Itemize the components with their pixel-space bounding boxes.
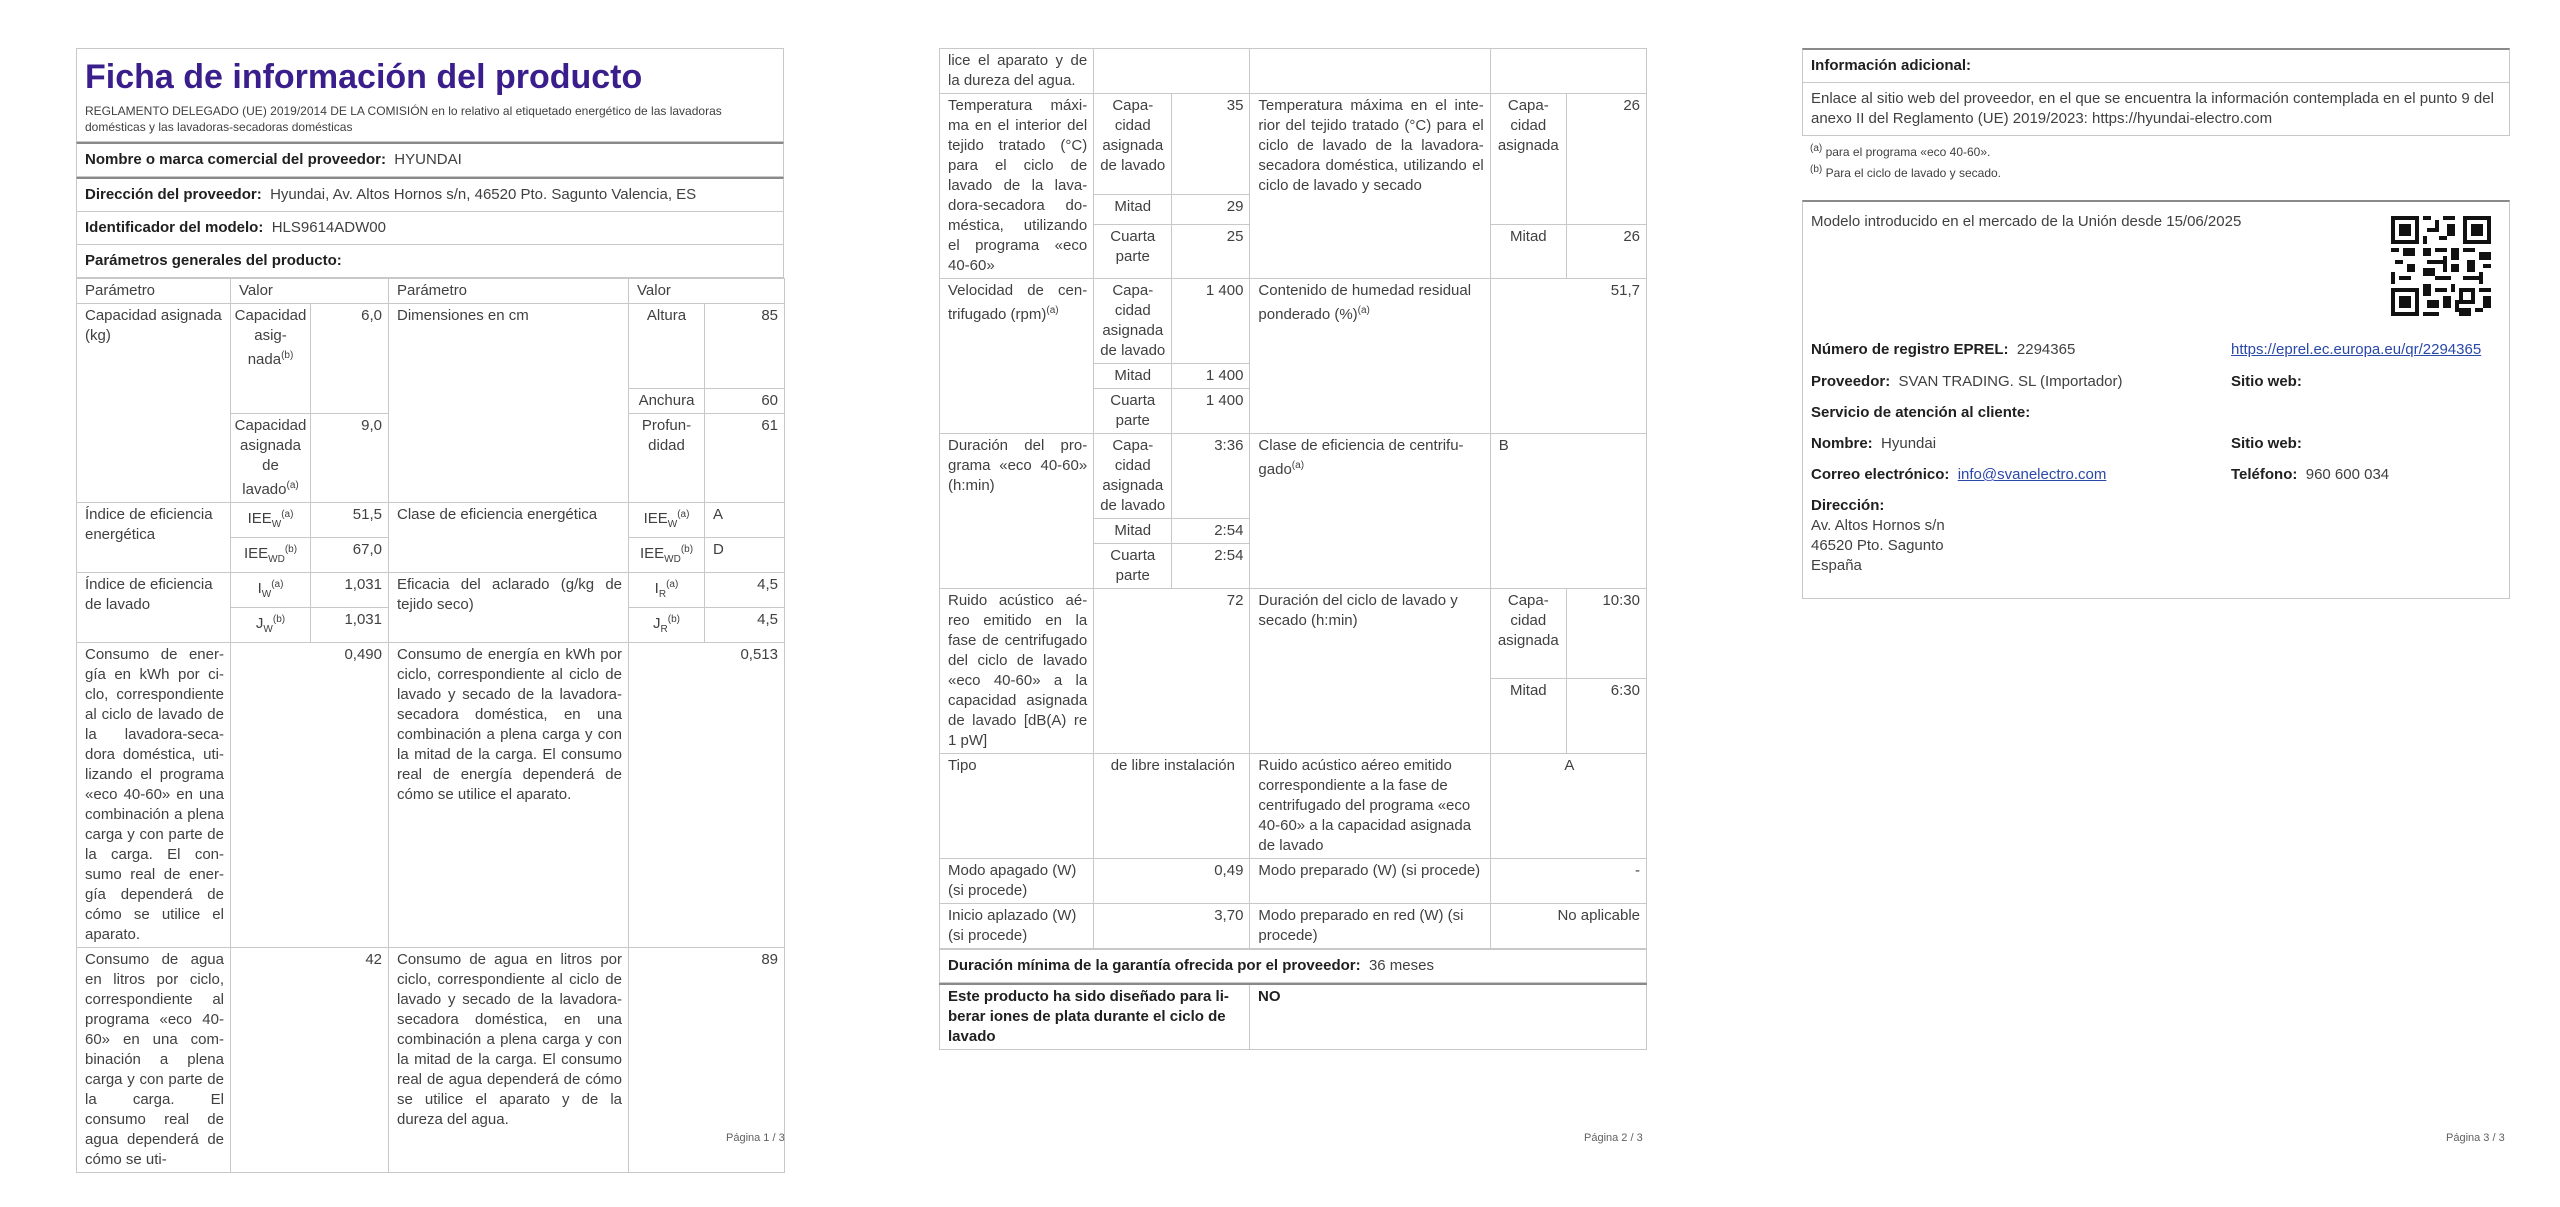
- duration-half-value: 2:54: [1172, 519, 1250, 544]
- page-number-3: Página 3 / 3: [2446, 1132, 2505, 1144]
- spin-label: Velocidad de centrifugado (rpm)$^{(a)}$: [940, 279, 1094, 434]
- email-row: Correo electrónico: info@svanelectro.com Teléfono: 960 600 034: [1811, 466, 2390, 483]
- temp-row: [940, 94, 1647, 195]
- rinse-label: Eficacia del aclarado (g/kg de tejido seco): [389, 573, 629, 643]
- duration-quarter-value: 2:54: [1172, 544, 1250, 589]
- width-value: 60: [705, 389, 785, 414]
- warranty-value: 36 meses: [1368, 957, 1434, 974]
- page-title: Ficha de información del producto: [85, 58, 643, 96]
- address-line-3: España: [1811, 557, 1862, 574]
- energy-row: [77, 643, 785, 948]
- warranty-row: Duración mínima de la garantía ofrecida por el proveedor: 36 meses: [939, 949, 1647, 983]
- extra-info-box: [1802, 48, 2510, 136]
- eei-label: Índice de eficiencia energética: [77, 503, 231, 573]
- water-wd-label: Consumo de agua en litros por ciclo, correspondiente al ciclo de lavado y secado de la lavadora-secadora doméstica, en una combinación a plena carga y con la mitad de la carga. El consumo real de agua dependerá de cómo se utilice el aparato y de la dureza del agua.: [389, 948, 629, 1173]
- energy-wd-value: 0,513: [629, 643, 785, 948]
- noise-class-value: A: [1490, 754, 1646, 859]
- header-box: [76, 48, 784, 142]
- address-line-2: 46520 Pto. Sagunto: [1811, 537, 1944, 554]
- delay-row: [940, 904, 1647, 949]
- wash-eff-row: Índice de eficiencia de lavado $I_W^{(a)}$ 1,031 Eficacia del aclarado (g/kg de tejido seco) $I_R^{(a)}$ 4,5: [77, 573, 785, 608]
- depth-label: Profundidad: [629, 414, 705, 503]
- market-text: Modelo introducido en el mercado de la Unión desde 15/06/2025: [1811, 213, 2242, 230]
- service-heading: Servicio de atención al cliente:: [1811, 404, 2031, 421]
- duration-wd-label: Duración del ciclo de lavado y secado (h:min): [1250, 589, 1490, 754]
- continued-text: lice el aparato y de la dureza del agua.: [940, 49, 1094, 94]
- temp-w-label: Temperatura máxima en el interior del tejido tratado (°C) para el ciclo de lavado de la lavadora-secadora doméstica, utilizando el programa «eco 40-60»: [940, 94, 1094, 279]
- name-row: Nombre: Hyundai Sitio web:: [1811, 435, 2302, 452]
- eprel-box: [1802, 200, 2510, 599]
- spin-cap-value: 1 400: [1172, 279, 1250, 364]
- phone-value: 960 600 034: [2305, 466, 2390, 483]
- temp-w-cap-value: 35: [1172, 94, 1250, 195]
- page-number-1: Página 1 / 3: [726, 1132, 785, 1144]
- noise-value: 72: [1094, 589, 1250, 754]
- temp-w-cap-sub: Capacidad asignada de lavado: [1094, 94, 1172, 195]
- iw-value: 1,031: [311, 573, 389, 608]
- energy-w-value: 0,490: [231, 643, 389, 948]
- eprel-value: 2294365: [2016, 341, 2076, 358]
- standby-label: Modo preparado (W) (si procede): [1250, 859, 1490, 904]
- network-value: No aplicable: [1490, 904, 1646, 949]
- email-link[interactable]: info@svanelectro.com: [1957, 466, 2107, 483]
- page-number-2: Página 2 / 3: [1584, 1132, 1643, 1144]
- table-header-row: Parámetro Valor Parámetro Valor: [77, 279, 785, 304]
- noise-class-label: Ruido acústico aéreo emitido correspondiente a la fase de centrifugado del programa «eco 40-60» a la capacidad asignada de lavado: [1250, 754, 1490, 859]
- address-block: Dirección: Av. Altos Hornos s/n 46520 Pto. Sagunto España: [1803, 496, 2509, 576]
- provider-row: Proveedor: SVAN TRADING. SL (Importador) Sitio web:: [1811, 373, 2302, 390]
- footnote-a: $^{(a)}$ para el programa «eco 40-60».: [1810, 143, 1991, 159]
- off-value: 0,49: [1094, 859, 1250, 904]
- depth-value: 61: [705, 414, 785, 503]
- page-3: [1802, 48, 2510, 599]
- temp-wd-half-value: 26: [1566, 225, 1646, 279]
- silver-table: [939, 983, 1647, 1050]
- extra-info-text: Enlace al sitio web del proveedor, en el que se encuentra la información contemplada en el punto 9 del anexo II del Reglamento (UE) 2019/2023: https://hyundai-electro.com: [1803, 82, 2509, 135]
- energy-wd-label: Consumo de energía en kWh por ciclo, correspondiente al ciclo de lavado y secado de la lavadora-secadora doméstica, en una combinación a plena carga y con la mitad de la carga. El consumo real de energía dependerá de cómo se utilice el aparato.: [389, 643, 629, 948]
- spin-row: Velocidad de centrifugado (rpm)$^{(a)}$ Capacidad asignada de lavado 1 400 Contenido de humedad residual ponderado (%)$^{(a)}$ 51,7: [940, 279, 1647, 364]
- duration-row: Duración del programa «eco 40-60» (h:min) Capacidad asignada de lavado 3:36 Clase de eficiencia de centrifugado$^{(a)}$ B: [940, 434, 1647, 519]
- regulation-text: REGLAMENTO DELEGADO (UE) 2019/2014 DE LA COMISIÓN en lo relativo al etiquetado energético de las lavadoras domésticas y las lavadoras-secadoras domésticas: [85, 104, 722, 134]
- water-row: [77, 948, 785, 1173]
- name-value: Hyundai: [1881, 435, 1937, 452]
- type-row: [940, 754, 1647, 859]
- capacity-wash-sub: Capacidad asignada$^{(b)}$: [231, 304, 311, 414]
- energy-class-label: Clase de eficiencia energética: [389, 503, 629, 573]
- type-label: Tipo: [940, 754, 1094, 859]
- eprel-link[interactable]: https://eprel.ec.europa.eu/qr/2294365: [2231, 341, 2482, 358]
- params-table-2: lice el aparato y de la dureza del agua. Temperatura máxima en el interior del tejido tratado (°C) para el ciclo de lavado de la lavadora-secadora doméstica, utilizando el programa «eco 40-60» Capacidad asignada de lavado 35 Temperatura máxima en el interior del tejido tratado (°C) para el ciclo de lavado de la lavadora-secadora doméstica, utilizando el ciclo de lavado y secado Capacidad asignada 26 Mitad 29 Cuarta parte 25 Mitad 26 Velocidad de centrifugado (rpm)$^{(a)}$ Capacidad asignada de lavado 1 400 Contenido de humedad residual ponderado (%)$^{(a)}$ 51,7 Mitad 1 400 Cuarta parte 1 400 Duración del programa «eco 40-60» (h:min) Capacidad asignada de lavado 3:36 Clase de eficiencia de centrifugado$^{(a)}$ B Mitad 2:54 Cuarta parte 2:54 Ruido acústico aéreo emitido en la fase de centrifugado del ciclo de lavado «eco 40-60» a la capacidad asignada de lavado [dB(A) re 1 pW] 72 Duración del ciclo de lavado y secado (h:min) Capacidad asignada 10:30 Mitad 6:30 Tipo de libre instalación Ruido acústico aéreo emitido correspondiente a la fase de centrifugado del programa «eco 40-60» a la capacidad asignada de lavado A Modo apagado (W) (si procede) 0,49 Modo preparado (W) (si procede) - Inicio aplazado (W) (si procede) 3,70 Modo preparado en red (W) (si procede) No aplicable: [939, 48, 1647, 949]
- height-label: Altura: [629, 304, 705, 389]
- eei-w-value: 51,5: [311, 503, 389, 538]
- dimensions-label: Dimensiones en cm: [389, 304, 629, 503]
- delay-value: 3,70: [1094, 904, 1250, 949]
- capacity-dry-value: 9,0: [311, 414, 389, 503]
- capacity-row: [77, 304, 785, 389]
- temp-wd-cap-value: 26: [1566, 94, 1646, 225]
- spin-quarter-value: 1 400: [1172, 389, 1250, 434]
- off-label: Modo apagado (W) (si procede): [940, 859, 1094, 904]
- address-row: Dirección del proveedor: Hyundai, Av. Altos Hornos s/n, 46520 Pto. Sagunto Valencia, ES: [76, 177, 784, 212]
- temp-w-half-value: 29: [1172, 195, 1250, 225]
- energy-class-wd-value: D: [705, 538, 785, 573]
- spin-class-label: Clase de eficiencia de centrifugado$^{(a)}$: [1250, 434, 1490, 589]
- water-w-value: 42: [231, 948, 389, 1173]
- capacity-dry-sub: Capacidad asignada de lavado$^{(a)}$: [231, 414, 311, 503]
- duration-wd-cap-value: 10:30: [1566, 589, 1646, 679]
- ir-value: 4,5: [705, 573, 785, 608]
- address-line-1: Av. Altos Hornos s/n: [1811, 517, 1945, 534]
- standby-value: -: [1490, 859, 1646, 904]
- capacity-wash-value: 6,0: [311, 304, 389, 414]
- extra-info-heading: Información adicional:: [1811, 57, 1972, 74]
- model-row: Identificador del modelo: HLS9614ADW00: [76, 212, 784, 245]
- silver-value: NO: [1250, 984, 1647, 1050]
- supplier-row: Nombre o marca comercial del proveedor: HYUNDAI: [76, 142, 784, 177]
- page-1: [76, 48, 784, 1173]
- footnote-b: $^{(b)}$ Para el ciclo de lavado y secado.: [1810, 164, 2002, 180]
- water-wd-value: 89: [629, 948, 785, 1173]
- type-value: de libre instalación: [1094, 754, 1250, 859]
- width-label: Anchura: [629, 389, 705, 414]
- address-value: Hyundai, Av. Altos Hornos s/n, 46520 Pto. Sagunto Valencia, ES: [270, 186, 697, 203]
- off-row: [940, 859, 1647, 904]
- noise-row: Ruido acústico aéreo emitido en la fase de centrifugado del ciclo de lavado «eco 40-60» a la capacidad asignada de lavado [dB(A) re 1 pW] 72 Duración del ciclo de lavado y secado (h:min) Capacidad asignada 10:30: [940, 589, 1647, 679]
- spin-half-value: 1 400: [1172, 364, 1250, 389]
- network-label: Modo preparado en red (W) (si procede): [1250, 904, 1490, 949]
- jr-value: 4,5: [705, 608, 785, 643]
- eei-wd-value: 67,0: [311, 538, 389, 573]
- eprel-row: Número de registro EPREL: 2294365 https://eprel.ec.europa.eu/qr/2294365: [1811, 341, 2482, 358]
- params-table-1: Parámetro Valor Parámetro Valor Capacidad asignada (kg) Capacidad asignada$^{(b)}$ 6,0 Dimensiones en cm Altura 85 Anchura 60 Capacidad asignada de lavado$^{(a)}$ 9,0 Profundidad 61 Índice de eficiencia energética $IEE_W^{(a)}$ 51,5 Clase de eficiencia energética $IEE_W^{(a)}$ A $IEE_{WD}^{(b)}$ 67,0 $IEE_{WD}^{(b)}$ D Índice de eficiencia de lavado $I_W^{(a)}$ 1,031 Eficacia del aclarado (g/kg de tejido seco) $I_R^{(a)}$ 4,5 $J_W^{(b)}$ 1,031 $J_R^{(b)}$ 4,5 Consumo de energía en kWh por ciclo, correspondiente al ciclo de lavado de la lavadora-secadora doméstica, utilizando el programa «eco 40-60» en una combinación a plena carga y con parte de la carga. El consumo real de energía dependerá de cómo se utilice el aparato. 0,490 Consumo de energía en kWh por ciclo, correspondiente al ciclo de lavado y secado de la lavadora-secadora doméstica, en una combinación a plena carga y con la mitad de la carga. El consumo real de energía dependerá de cómo se utilice el aparato. 0,513 Consumo de agua en litros por ciclo, correspondiente al programa «eco 40-60» en una combinación a plena carga y con parte de la carga. El consumo real de agua dependerá de cómo se uti- 42 Consumo de agua en litros por ciclo, correspondiente al ciclo de lavado y secado de la lavadora-secadora doméstica, en una combinación a plena carga y con la mitad de la carga. El consumo real de agua dependerá de cómo se utilice el aparato y de la dureza del agua. 89: [76, 278, 785, 1173]
- provider-value: SVAN TRADING. SL (Importador): [1898, 373, 2123, 390]
- moisture-value: 51,7: [1490, 279, 1646, 434]
- spin-class-value: B: [1490, 434, 1646, 589]
- moisture-label: Contenido de humedad residual ponderado (%)$^{(a)}$: [1250, 279, 1490, 434]
- footnotes: [1802, 136, 2510, 186]
- eei-row: Índice de eficiencia energética $IEE_W^{(a)}$ 51,5 Clase de eficiencia energética $IEE_W^{(a)}$ A: [77, 503, 785, 538]
- temp-wd-cap-sub: Capacidad asignada: [1490, 94, 1566, 225]
- page-2: [939, 48, 1647, 1050]
- energy-class-w-value: A: [705, 503, 785, 538]
- temp-w-quarter-value: 25: [1172, 225, 1250, 279]
- duration-cap-value: 3:36: [1172, 434, 1250, 519]
- jw-value: 1,031: [311, 608, 389, 643]
- qr-code-icon: [2391, 216, 2491, 316]
- noise-label: Ruido acústico aéreo emitido en la fase de centrifugado del ciclo de lavado «eco 40-60» a la capacidad asignada de lavado [dB(A) re 1 pW]: [940, 589, 1094, 754]
- delay-label: Inicio aplazado (W) (si procede): [940, 904, 1094, 949]
- height-value: 85: [705, 304, 785, 389]
- energy-w-label: Consumo de energía en kWh por ciclo, correspondiente al ciclo de lavado de la lavadora-secadora doméstica, utilizando el programa «eco 40-60» en una combinación a plena carga y con parte de la carga. El consumo real de energía dependerá de cómo se utilice el aparato.: [77, 643, 231, 948]
- duration-wd-half-value: 6:30: [1566, 679, 1646, 754]
- water-w-label: Consumo de agua en litros por ciclo, correspondiente al programa «eco 40-60» en una combinación a plena carga y con parte de la carga. El consumo real de agua dependerá de cómo se uti-: [77, 948, 231, 1173]
- capacity-label: Capacidad asignada (kg): [77, 304, 231, 503]
- general-params-heading: Parámetros generales del producto:: [76, 245, 784, 278]
- wash-eff-label: Índice de eficiencia de lavado: [77, 573, 231, 643]
- supplier-value: HYUNDAI: [394, 151, 462, 168]
- duration-label: Duración del programa «eco 40-60» (h:min): [940, 434, 1094, 589]
- temp-wd-label: Temperatura máxima en el interior del tejido tratado (°C) para el ciclo de lavado de la lavadora-secadora doméstica, utilizando el ciclo de lavado y secado: [1250, 94, 1490, 279]
- silver-label: Este producto ha sido diseñado para liberar iones de plata durante el ciclo de lavado: [940, 984, 1250, 1050]
- model-value: HLS9614ADW00: [271, 219, 386, 236]
